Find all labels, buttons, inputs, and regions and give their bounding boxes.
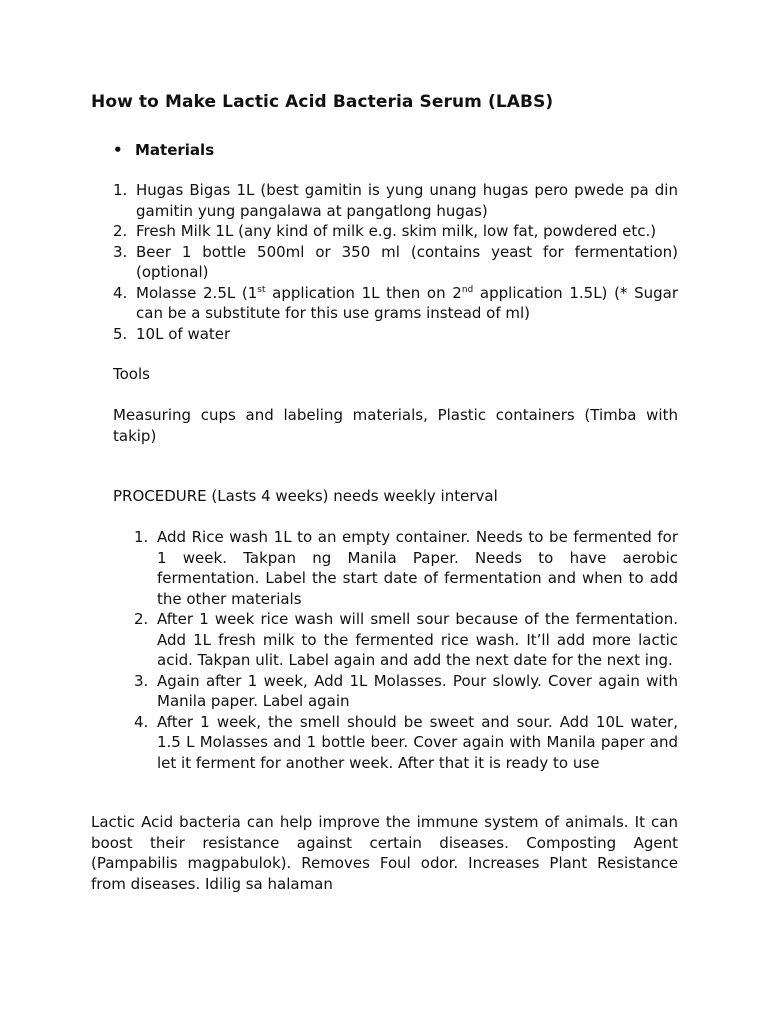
list-item <box>113 180 678 221</box>
list-item-text: Again after 1 week, Add 1L Molasses. Pour slowly. Cover again with Manila paper. Label again <box>157 671 678 710</box>
list-item-text: Hugas Bigas 1L (best gamitin is yung unang hugas pero pwede pa din gamitin yung pangalawa at pangatlong hugas) <box>136 181 678 220</box>
superscript: nd <box>461 284 474 295</box>
page-title: How to Make Lactic Acid Bacteria Serum (LABS) <box>91 92 554 112</box>
materials-list <box>113 180 678 344</box>
list-item-text: Add Rice wash 1L to an empty container. Needs to be fermented for 1 week. Takpan ng Manila Paper. Needs to have aerobic fermentation. Label the start date of fermentation and when to add the other materials <box>157 528 678 608</box>
list-item-number: 5. <box>113 324 128 343</box>
list-item-number: 4. <box>113 283 128 302</box>
procedure-list <box>134 527 678 773</box>
list-item-number: 1. <box>134 528 149 546</box>
bullet-icon: • <box>113 141 123 159</box>
list-item-number: 3. <box>134 671 149 690</box>
list-item-text: Beer 1 bottle 500ml or 350 ml (contains yeast for fermentation) (optional) <box>136 242 678 281</box>
list-item <box>134 609 678 671</box>
list-item-number: 3. <box>113 242 128 261</box>
list-item <box>134 671 678 712</box>
list-item <box>113 242 678 283</box>
list-item-text <box>136 284 678 323</box>
procedure-heading: PROCEDURE (Lasts 4 weeks) needs weekly interval <box>113 487 498 505</box>
text-part: application 1L then on 2 <box>265 283 462 302</box>
list-item-text: After 1 week, the smell should be sweet and sour. Add 10L water, 1.5 L Molasses and 1 bottle beer. Cover again with Manila paper and let it ferment for another week. After that it is ready to use <box>157 712 678 772</box>
materials-heading: Materials <box>135 141 215 159</box>
list-item-text: Fresh Milk 1L (any kind of milk e.g. skim milk, low fat, powdered etc.) <box>136 222 657 240</box>
superscript: st <box>257 284 266 295</box>
list-item <box>113 283 678 324</box>
list-item <box>113 221 678 242</box>
materials-heading-row <box>113 141 214 159</box>
list-item <box>134 712 678 774</box>
text-part: application 1.5L) (* Sugar can be a substitute for this use grams instead of ml) <box>136 283 679 322</box>
closing-paragraph: Lactic Acid bacteria can help improve the immune system of animals. It can boost their resistance against certain diseases. Composting Agent (Pampabilis magpabulok). Removes Foul odor. Increases Plant Resistance from diseases. Idilig sa halaman <box>91 813 678 893</box>
list-item <box>113 324 678 345</box>
list-item-text: 10L of water <box>136 324 231 343</box>
list-item-number: 2. <box>134 610 149 628</box>
list-item-number: 1. <box>113 181 128 199</box>
list-item-text: After 1 week rice wash will smell sour because of the fermentation. Add 1L fresh milk to the fermented rice wash. It’ll add more lactic acid. Takpan ulit. Label again and add the next date for the next ing. <box>157 610 678 669</box>
list-item-number: 4. <box>134 712 149 731</box>
text-part: Molasse 2.5L (1 <box>136 283 258 302</box>
tools-heading: Tools <box>113 365 150 383</box>
list-item-number: 2. <box>113 222 128 240</box>
tools-text: Measuring cups and labeling materials, Plastic containers (Timba with takip) <box>113 406 678 445</box>
list-item <box>134 527 678 609</box>
